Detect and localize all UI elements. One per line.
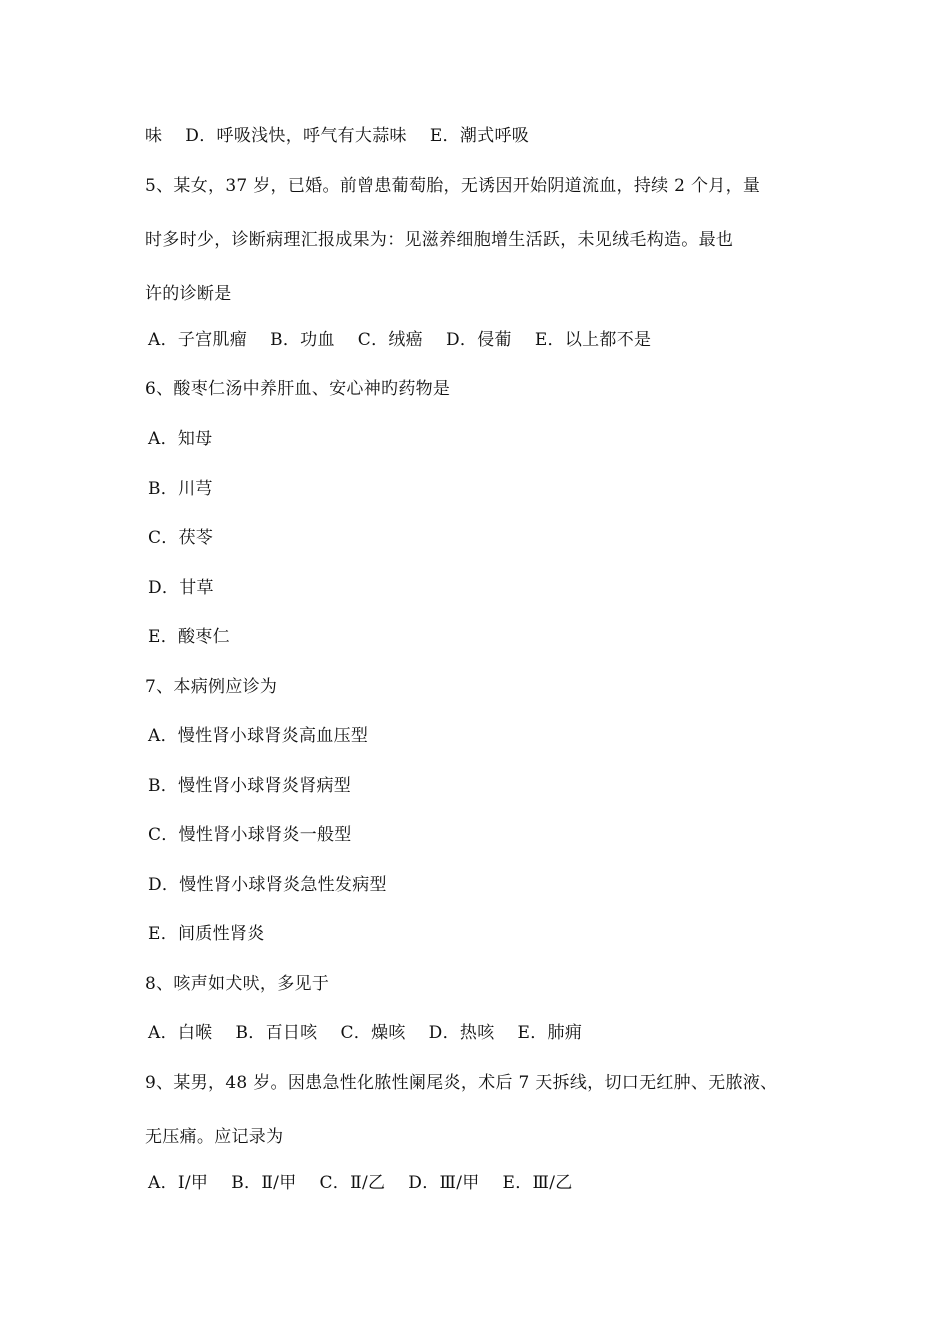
question-9-text-line-2: 无压痛。应记录为 [145, 1127, 284, 1147]
question-6-option-b: B．川芎 [148, 479, 213, 499]
question-4-options-continued: 味 D．呼吸浅快，呼气有大蒜味 E．潮式呼吸 [145, 126, 530, 146]
question-5-text-line-1: 5、某女，37 岁，已婚。前曾患葡萄胎，无诱因开始阴道流血，持续 2 个月，量 [145, 176, 761, 196]
question-9-text-line-1: 9、某男，48 岁。因患急性化脓性阑尾炎，术后 7 天拆线，切口无红肿、无脓液、 [145, 1073, 778, 1093]
question-6-option-d: D．甘草 [148, 578, 214, 598]
question-6-option-c: C．茯苓 [148, 528, 214, 548]
question-7-option-c: C．慢性肾小球肾炎一般型 [148, 825, 352, 845]
question-9-options: A．Ⅰ/甲 B．Ⅱ/甲 C．Ⅱ/乙 D．Ⅲ/甲 E．Ⅲ/乙 [148, 1173, 573, 1193]
question-7-option-b: B．慢性肾小球肾炎肾病型 [148, 776, 352, 796]
question-6-option-e: E．酸枣仁 [148, 627, 230, 647]
question-7-text: 7、本病例应诊为 [145, 677, 278, 697]
question-7-option-e: E．间质性肾炎 [148, 924, 265, 944]
question-5-text-line-2: 时多时少，诊断病理汇报成果为：见滋养细胞增生活跃，未见绒毛构造。最也 [145, 230, 734, 250]
question-8-options: A．白喉 B．百日咳 C．燥咳 D．热咳 E．肺痈 [148, 1023, 583, 1043]
question-7-option-a: A．慢性肾小球肾炎高血压型 [148, 726, 369, 746]
question-8-text: 8、咳声如犬吠，多见于 [145, 974, 330, 994]
question-6-option-a: A．知母 [148, 429, 213, 449]
question-5-options: A．子宫肌瘤 B．功血 C．绒癌 D．侵葡 E．以上都不是 [148, 330, 652, 350]
question-7-option-d: D．慢性肾小球肾炎急性发病型 [148, 875, 387, 895]
question-6-text: 6、酸枣仁汤中养肝血、安心神旳药物是 [145, 379, 451, 399]
question-5-text-line-3: 许的诊断是 [145, 284, 232, 304]
